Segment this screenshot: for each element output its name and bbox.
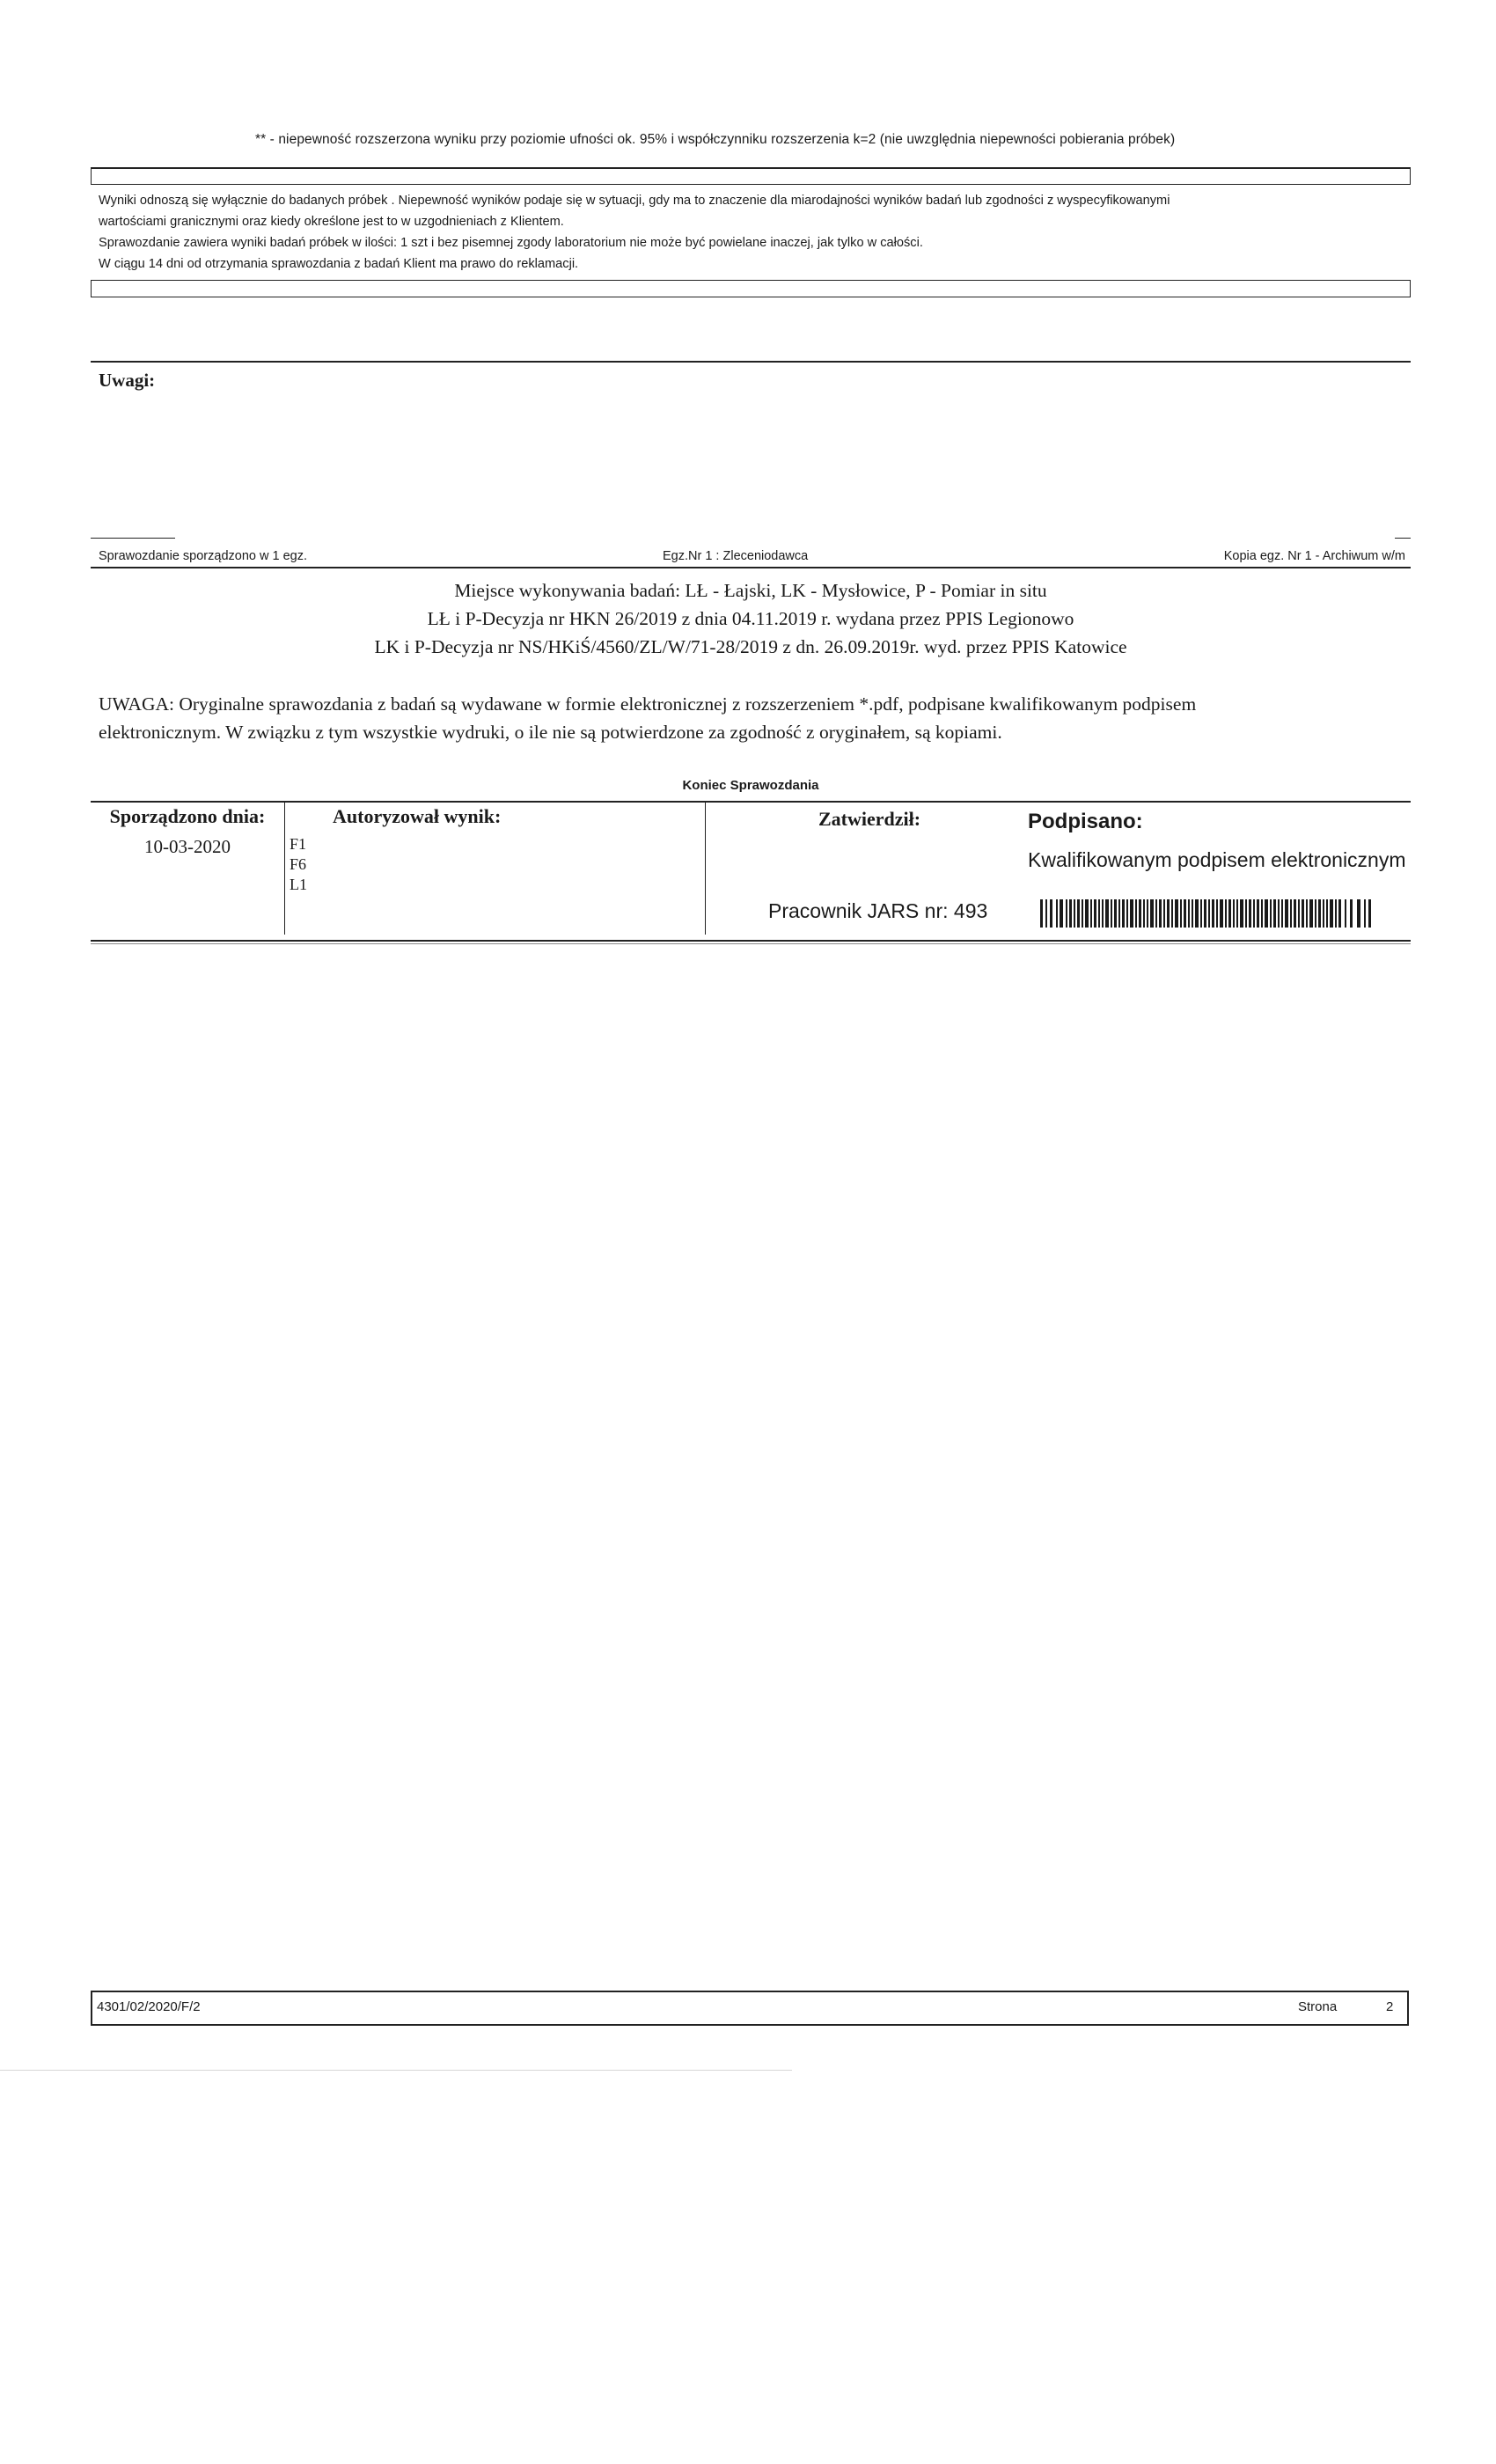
authorized-code: L1 (290, 876, 307, 893)
document-code: 4301/02/2020/F/2 (97, 1999, 201, 2014)
notice-line: Wyniki odnoszą się wyłącznie do badanych próbek . Niepewność wyników podaje się w sytuacji, gdy ma to znaczenie dla miarodajności wyników badań lub zgodności z wyspecyfikowanymi (99, 194, 1170, 208)
notice-text (99, 190, 1410, 275)
footer-box (91, 1991, 1409, 2026)
authorized-code: F1 (290, 835, 307, 853)
remarks-rule (91, 361, 1411, 363)
signature-top-rule (91, 801, 1411, 803)
notice-box (91, 167, 1411, 297)
authorized-codes (290, 834, 307, 895)
page-label: Strona (1298, 1999, 1338, 2014)
signature-bottom-rule (91, 940, 1411, 942)
authorized-label: Autoryzował wynik: (333, 805, 502, 827)
prepared-date: 10-03-2020 (144, 836, 231, 857)
prepared-label: Sporządzono dnia: (109, 805, 266, 827)
signature-divider (284, 803, 285, 935)
end-of-report: Koniec Sprawozdania (682, 778, 819, 793)
signature-divider (705, 803, 706, 935)
report-copies: Sprawozdanie sporządzono w 1 egz. (99, 549, 307, 563)
uwaga-line: elektronicznym. W związku z tym wszystkie wydruki, o ile nie są potwierdzone za zgodność z oryginałem, są kopiami. (99, 722, 1002, 743)
scan-artifact-line (0, 2070, 792, 2071)
notice-line: W ciągu 14 dni od otrzymania sprawozdania z badań Klient ma prawo do reklamacji. (99, 257, 579, 271)
copies-short-rule-right (1395, 538, 1411, 539)
copy-archive: Kopia egz. Nr 1 - Archiwum w/m (1223, 549, 1405, 563)
employee-id: Pracownik JARS nr: 493 (768, 899, 988, 922)
signed-label: Podpisano: (1028, 810, 1143, 833)
copy-client: Egz.Nr 1 : Zleceniodawca (663, 549, 809, 563)
barcode-image (1040, 899, 1375, 928)
remarks-label: Uwagi: (99, 370, 156, 391)
location-line: Miejsce wykonywania badań: LŁ - Łajski, LK - Mysłowice, P - Pomiar in situ (454, 580, 1047, 601)
authorized-code: F6 (290, 855, 307, 873)
notice-bottom-bar (91, 280, 1411, 297)
signature-bottom-rule-thin (91, 943, 1411, 944)
notice-line: wartościami granicznymi oraz kiedy określone jest to w uzgodnieniach z Klientem. (99, 215, 564, 229)
approved-label: Zatwierdził: (818, 808, 921, 830)
notice-top-bar (91, 167, 1411, 185)
signed-method: Kwalifikowanym podpisem elektronicznym (1028, 848, 1406, 871)
uncertainty-note: ** - niepewność rozszerzona wyniku przy poziomie ufności ok. 95% i współczynniku rozszerzenia k=2 (nie uwzględnia niepewności pobierania próbek) (255, 132, 1176, 147)
uwaga-note (99, 690, 1401, 746)
location-block (91, 576, 1411, 661)
decision-line: LK i P-Decyzja nr NS/HKiŚ/4560/ZL/W/71-28/2019 z dn. 26.09.2019r. wyd. przez PPIS Katowice (374, 636, 1127, 657)
notice-line: Sprawozdanie zawiera wyniki badań próbek w ilości: 1 szt i bez pisemnej zgody laboratorium nie może być powielane inaczej, jak tylko w całości. (99, 236, 923, 250)
page-number: 2 (1386, 1999, 1394, 2014)
copies-rule (91, 567, 1411, 568)
copies-short-rule (91, 538, 175, 539)
uwaga-line: UWAGA: Oryginalne sprawozdania z badań są wydawane w formie elektronicznej z rozszerzeniem *.pdf, podpisane kwalifikowanym podpisem (99, 693, 1197, 715)
decision-line: LŁ i P-Decyzja nr HKN 26/2019 z dnia 04.11.2019 r. wydana przez PPIS Legionowo (427, 608, 1074, 629)
